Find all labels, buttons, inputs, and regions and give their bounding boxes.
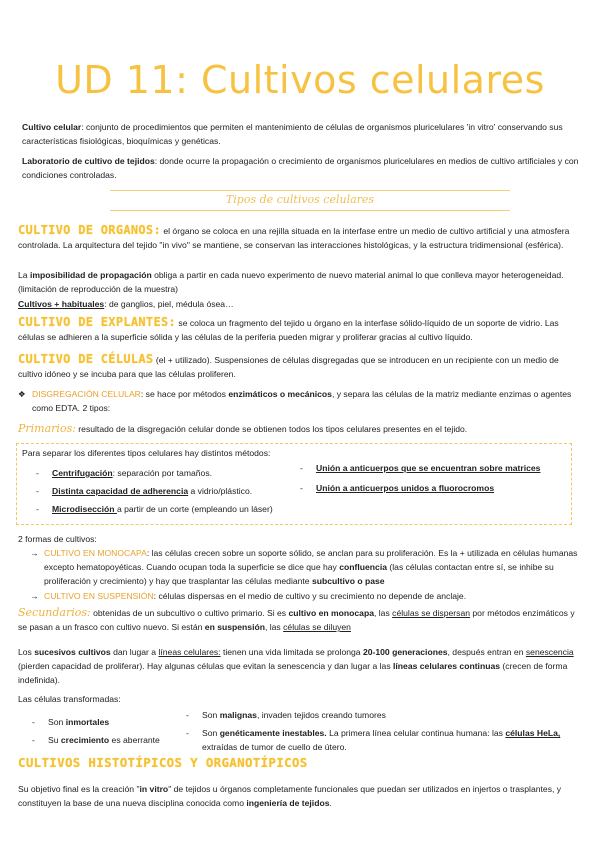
organos-habituales: Cultivos + habituales: de ganglios, piel, médula ósea… <box>18 299 234 309</box>
transformadas-intro: Las células transformadas: <box>18 694 121 704</box>
list-item: - Centrifugación: separación por tamaños. <box>36 468 213 478</box>
arrow-icon: → <box>30 548 39 558</box>
divider-bottom <box>110 210 510 211</box>
page-title: UD 11: Cultivos celulares <box>55 58 545 102</box>
histotipicos-paragraph: Su objetivo final es la creación "in vitro" de tejidos u órganos completamente funcionales que puedan ser utilizados en injertos o trasplantes, y constituyen la base de una nueva disciplina conocida como ingeniería de tejidos. <box>18 784 562 809</box>
heading-celulas: CULTIVO DE CÉLULAS <box>18 352 154 366</box>
divider-top <box>110 190 510 191</box>
list-item: - Son inmortales <box>32 717 110 727</box>
organos-propagacion: La imposibilidad de propagación obliga a partir en cada nuevo experimento de nuevo material animal lo que conlleva mayor heterogeneidad. (limitación de reproducción de la muestra) <box>18 270 564 295</box>
heading-organos: CULTIVO DE ORGANOS: <box>18 223 161 237</box>
disgregacion-item: ❖ DISGREGACIÓN CELULAR: se hace por métodos enzimáticos o mecánicos, y separa las células de la matriz mediante enzimas o agentes como EDTA. 2 tipos: <box>18 389 572 414</box>
intro-laboratorio: Laboratorio de cultivo de tejidos: donde ocurre la propagación o crecimiento de organismos pluricelulares en medios de cultivo artificiales y con condiciones controladas. <box>22 156 579 181</box>
sucesivos-paragraph: Los sucesivos cultivos dan lugar a líneas celulares: tienen una vida limitada se prolonga 20-100 generaciones, después entran en senescencia (pierden capacidad de proliferar). Hay algunas células que evitan la senescencia y dan lugar a las líneas celulares continuas (crecen de forma indefinida). <box>18 647 574 686</box>
suspension-item: → CULTIVO EN SUSPENSIÓN: células dispersas en el medio de cultivo y su crecimiento no depende de anclaje. <box>30 589 578 603</box>
section-title: Tipos de cultivos celulares <box>225 193 375 206</box>
list-item: - Su crecimiento es aberrante <box>32 735 160 745</box>
term-cultivo-celular: Cultivo celular <box>22 122 82 132</box>
list-item: - Distinta capacidad de adherencia a vidrio/plástico. <box>36 486 253 496</box>
box-right-list <box>300 458 570 498</box>
heading-explantes: CULTIVO DE EXPLANTES: <box>18 315 177 329</box>
transformadas-right-list <box>186 708 570 754</box>
list-item: - Unión a anticuerpos que se encuentran sobre matrices <box>300 463 541 473</box>
formas-intro: 2 formas de cultivos: <box>18 534 97 544</box>
diamond-bullet-icon: ❖ <box>18 389 26 399</box>
celulas-paragraph: CULTIVO DE CÉLULAS (el + utilizado). Suspensiones de células disgregadas que se introducen en un recipiente con un medio de cultivo idóneo y se incuba para que las células proliferen. <box>18 352 559 380</box>
intro-cultivo-celular: Cultivo celular: conjunto de procedimientos que permiten el mantenimiento de células de organismos pluricelulares 'in vitro' conservando sus características fisiológicas, bioquímicas y genéticas. <box>22 122 563 147</box>
box-left-list <box>36 464 306 518</box>
organos-paragraph: CULTIVO DE ORGANOS: el órgano se coloca en una rejilla situada en la interfase entre un medio de cultivo artificial y una atmosfera controlada. La arquitectura del tejido "in vivo" se mantiene, se conservan las interacciones histológicas, y la estructura tridimensional (esférica). <box>18 223 570 251</box>
primarios-paragraph: Primarios: resultado de la disgregación celular donde se obtienen todos los tipos celulares presentes en el tejido. <box>18 422 468 435</box>
box-intro: Para separar los diferentes tipos celulares hay distintos métodos: <box>22 448 271 458</box>
list-item: - Son genéticamente inestables. La primera línea celular continua humana: las células HeLa, extraídas de tumor de cuello de útero. <box>186 728 561 752</box>
monocapa-item: → CULTIVO EN MONOCAPA: las células crecen sobre un soporte sólido, se anclan para su proliferación. Es la + utilizada en células humanas excepto hematopoyéticas. Cuando ocupan toda la superficie se dice que hay confluencia (las células contactan entre sí, se inhibe su proliferación y crecimiento) y hay que trasplantar las células mediante subcultivo o pase <box>30 548 578 587</box>
explantes-paragraph: CULTIVO DE EXPLANTES: se coloca un fragmento del tejido u órgano en la interfase sólido-líquido de un soporte de vidrio. Las células se adhieren a la superficie sólida y las células de la periferia pueden migrar y proliferar gracias al cultivo líquido. <box>18 315 559 343</box>
secundarios-paragraph: Secundarios: obtenidas de un subcultivo o cultivo primario. Si es cultivo en monocapa, las células se dispersan por métodos enzimáticos y se pasan a un frasco con cultivo nuevo. Si están en suspensión, las células se diluyen <box>18 606 575 633</box>
arrow-icon: → <box>30 591 39 601</box>
list-item: - Microdisección a partir de un corte (empleando un láser) <box>36 504 273 514</box>
term-laboratorio: Laboratorio de cultivo de tejidos <box>22 156 155 166</box>
label-secundarios: Secundarios: <box>18 606 91 619</box>
transformadas-left-list <box>32 713 182 749</box>
list-item: - Son malignas, invaden tejidos creando tumores <box>186 710 386 720</box>
histotipicos-heading: CULTIVOS HISTOTÍPICOS Y ORGANOTÍPICOS <box>18 755 308 770</box>
label-primarios: Primarios: <box>18 422 76 435</box>
list-item: - Unión a anticuerpos unidos a fluorocromos <box>300 483 495 493</box>
